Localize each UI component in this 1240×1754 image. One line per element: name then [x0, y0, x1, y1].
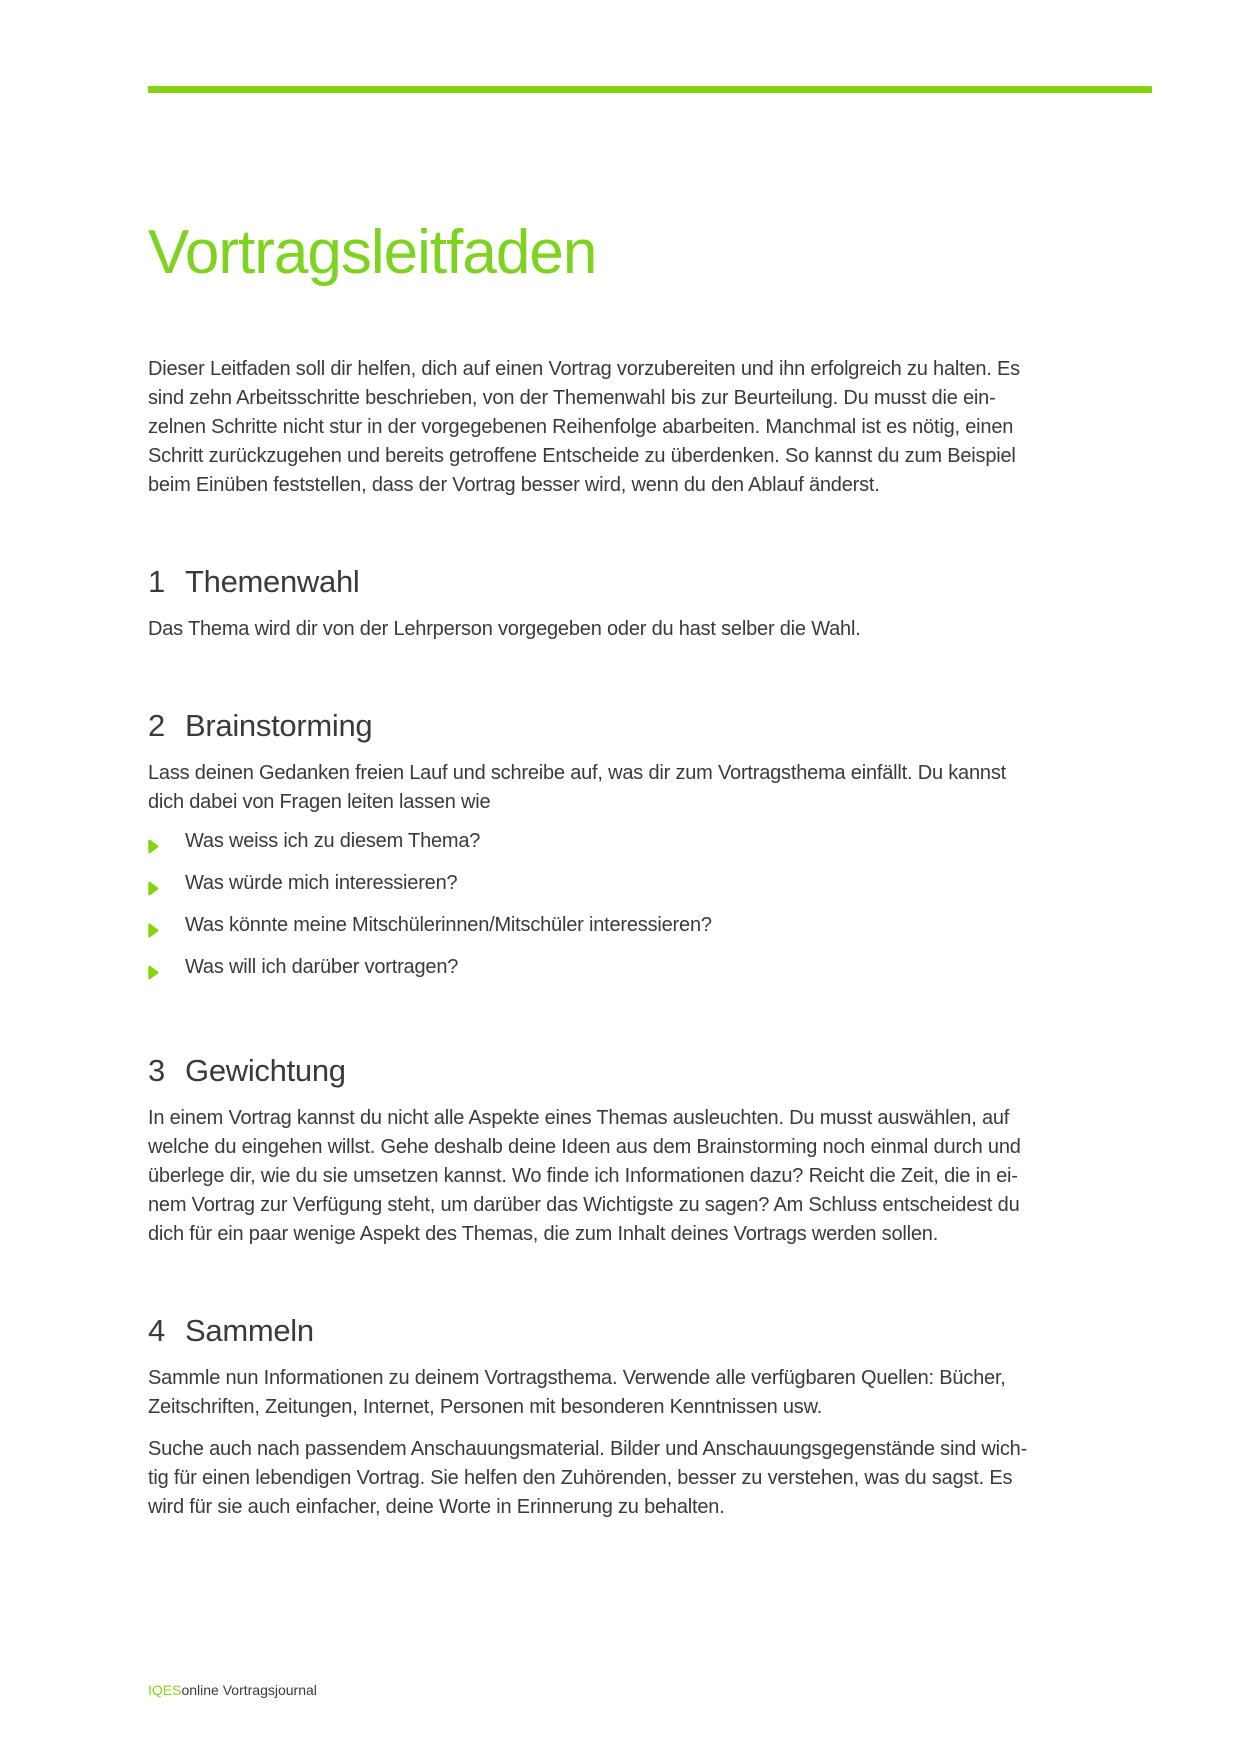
top-accent-rule — [148, 86, 1152, 93]
arrow-right-icon — [148, 869, 185, 905]
section-title: Themenwahl — [185, 564, 360, 599]
section-number: 2 — [148, 708, 165, 743]
list-item-text: Was will ich darüber vortragen? — [185, 956, 459, 978]
document-page — [148, 0, 1158, 1522]
arrow-right-icon — [148, 911, 185, 947]
section-title: Sammeln — [185, 1313, 314, 1348]
section-paragraph: In einem Vortrag kannst du nicht alle Aspekte eines Themas ausleuchten. Du musst auswählen, auf welche du eingehen willst. Gehe deshalb deine Ideen aus dem Brainstorming noch einmal durch und überlege dir, wie du sie umsetzen kannst. Wo finde ich Informationen dazu? Reicht die Zeit, die in ei- nem Vortrag zur Verfügung steht, um darüber das Wichtigste zu sagen? Am Schluss entscheidest du dich für ein paar wenige Aspekt des Themas, die zum Inhalt deines Vortrags werden sollen. — [148, 1107, 1021, 1245]
section-paragraph: Lass deinen Gedanken freien Lauf und schreibe auf, was dir zum Vortragsthema einfällt. Du kannst dich dabei von Fragen leiten lassen wie — [148, 762, 1006, 813]
section-number: 3 — [148, 1053, 165, 1088]
list-item-text: Was würde mich interessieren? — [185, 872, 458, 894]
section-number: 4 — [148, 1313, 165, 1348]
footer-text: online Vortragsjournal — [181, 1682, 317, 1698]
footer — [148, 1681, 317, 1699]
arrow-right-icon — [148, 953, 185, 989]
section-title: Brainstorming — [185, 708, 373, 743]
section-number: 1 — [148, 564, 165, 599]
list-item-text: Was könnte meine Mitschülerinnen/Mitschüler interessieren? — [185, 914, 712, 936]
list-item — [148, 869, 1158, 905]
intro-paragraph: Dieser Leitfaden soll dir helfen, dich auf einen Vortrag vorzubereiten und ihn erfolgreich zu halten. Es sind zehn Arbeitsschritte beschrieben, von der Themenwahl bis zur Beurteilung. Du musst die ein- zelnen Schritte nicht stur in der vorgegebenen Reihenfolge abarbeiten. Manchmal ist es nötig, einen Schritt zurückzugehen und bereits getroffene Entscheide zu überdenken. So kannst du zum Beispiel beim Einüben feststellen, dass der Vortrag besser wird, wenn du den Ablauf änderst. — [148, 358, 1020, 496]
arrow-right-icon — [148, 827, 185, 863]
section-heading-brainstorming — [148, 708, 1158, 744]
section-title: Gewichtung — [185, 1053, 346, 1088]
section-paragraph: Sammle nun Informationen zu deinem Vortragsthema. Verwende alle verfügbaren Quellen: Bücher, Zeitschriften, Zeitungen, Internet, Personen mit besonderen Kenntnissen usw. — [148, 1367, 1006, 1418]
page-title: Vortragsleitfaden — [148, 218, 597, 287]
section-heading-sammeln — [148, 1313, 1158, 1349]
section-heading-gewichtung — [148, 1053, 1158, 1089]
list-item — [148, 911, 1158, 947]
footer-brand: IQES — [148, 1682, 182, 1698]
list-item — [148, 953, 1158, 989]
list-item — [148, 827, 1158, 863]
section-paragraph: Das Thema wird dir von der Lehrperson vorgegeben oder du hast selber die Wahl. — [148, 618, 861, 640]
list-item-text: Was weiss ich zu diesem Thema? — [185, 830, 481, 852]
section-paragraph: Suche auch nach passendem Anschauungsmaterial. Bilder und Anschauungsgegenstände sind wich- tig für einen lebendigen Vortrag. Sie helfen den Zuhörenden, besser zu verstehen, was du sagst. Es wird für sie auch einfacher, deine Worte in Erinnerung zu behalten. — [148, 1438, 1028, 1518]
section-heading-themenwahl — [148, 564, 1158, 600]
question-list — [148, 827, 1158, 989]
